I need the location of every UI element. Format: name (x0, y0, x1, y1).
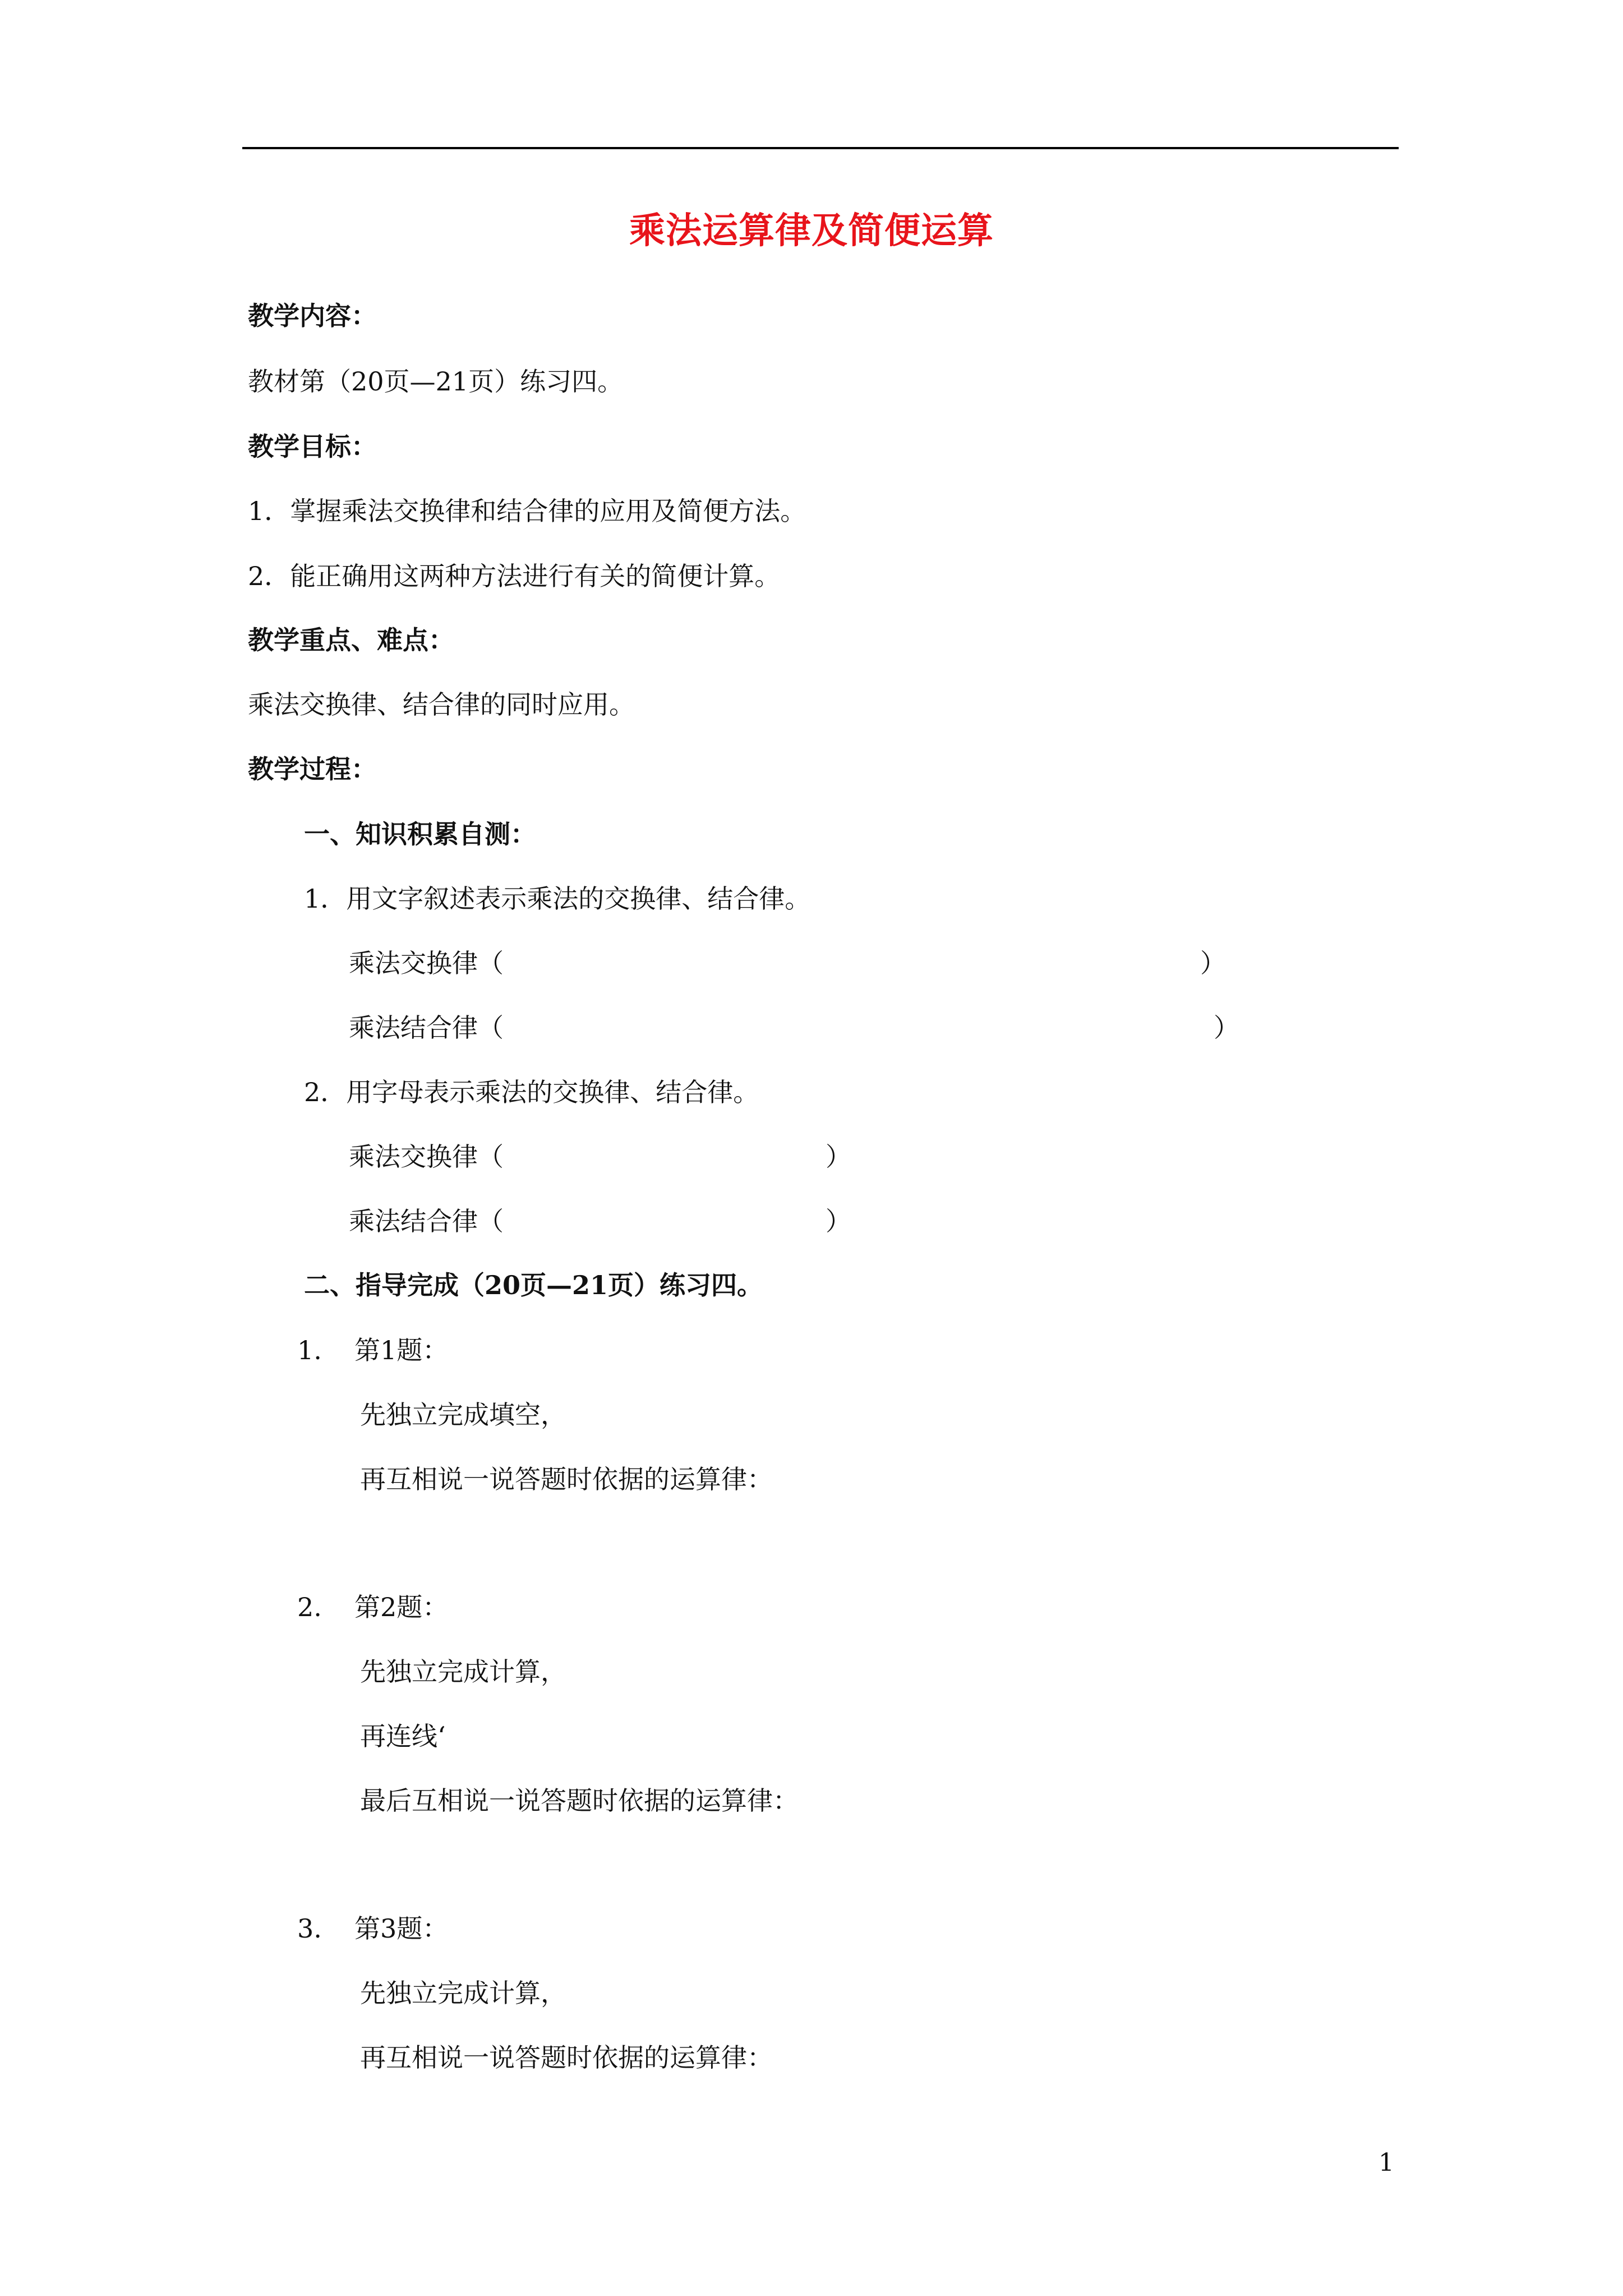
content-text: 教材第（20页—21页）练习四。 (248, 366, 624, 397)
part-one-heading: 一、知识积累自测： (304, 819, 536, 849)
page-number: 1 (1378, 2148, 1394, 2177)
item-2-line-2: 再连线‘ (360, 1721, 446, 1751)
item-2-line-1: 先独立完成计算， (360, 1657, 566, 1687)
content-heading: 教学内容： (248, 301, 377, 331)
goal-2: 2．能正确用这两种方法进行有关的简便计算。 (248, 561, 781, 591)
item-1-title: 第1题： (354, 1335, 449, 1365)
key-text: 乘法交换律、结合律的同时应用。 (248, 689, 635, 720)
item-3-line-1: 先独立完成计算， (360, 1978, 566, 2008)
q2-associative-close-paren: ） (826, 1206, 851, 1236)
q1-associative-line: 乘法结合律（ (349, 1013, 504, 1043)
item-3-line-2: 再互相说一说答题时依据的运算律： (360, 2042, 773, 2073)
q2-associative-line: 乘法结合律（ (349, 1206, 504, 1236)
item-2-line-3: 最后互相说一说答题时依据的运算律： (360, 1786, 799, 1816)
q2-commutative-line: 乘法交换律（ (349, 1142, 504, 1172)
header-rule (242, 147, 1399, 149)
part-one-q2: 2．用字母表示乘法的交换律、结合律。 (304, 1077, 759, 1107)
goal-1: 1．掌握乘法交换律和结合律的应用及简便方法。 (248, 496, 806, 526)
item-1-number: 1. (297, 1335, 322, 1365)
item-2-title: 第2题： (354, 1592, 449, 1622)
goals-heading: 教学目标： (248, 431, 377, 462)
part-one-q1: 1．用文字叙述表示乘法的交换律、结合律。 (304, 884, 811, 914)
item-1-line-2: 再互相说一说答题时依据的运算律： (360, 1464, 773, 1494)
item-3-title: 第3题： (354, 1913, 449, 1944)
page-title: 乘法运算律及简便运算 (629, 210, 994, 252)
item-2-number: 2. (297, 1592, 322, 1622)
process-heading: 教学过程： (248, 754, 377, 784)
item-1-line-1: 先独立完成填空， (360, 1400, 566, 1430)
part-two-heading: 二、指导完成（20页—21页）练习四。 (304, 1270, 763, 1300)
q1-associative-close-paren: ） (1214, 1013, 1239, 1043)
key-heading: 教学重点、难点： (248, 625, 454, 655)
q1-commutative-close-paren: ） (1200, 948, 1226, 978)
q2-commutative-close-paren: ） (826, 1142, 851, 1172)
item-3-number: 3. (297, 1913, 322, 1944)
q1-commutative-line: 乘法交换律（ (349, 948, 504, 978)
